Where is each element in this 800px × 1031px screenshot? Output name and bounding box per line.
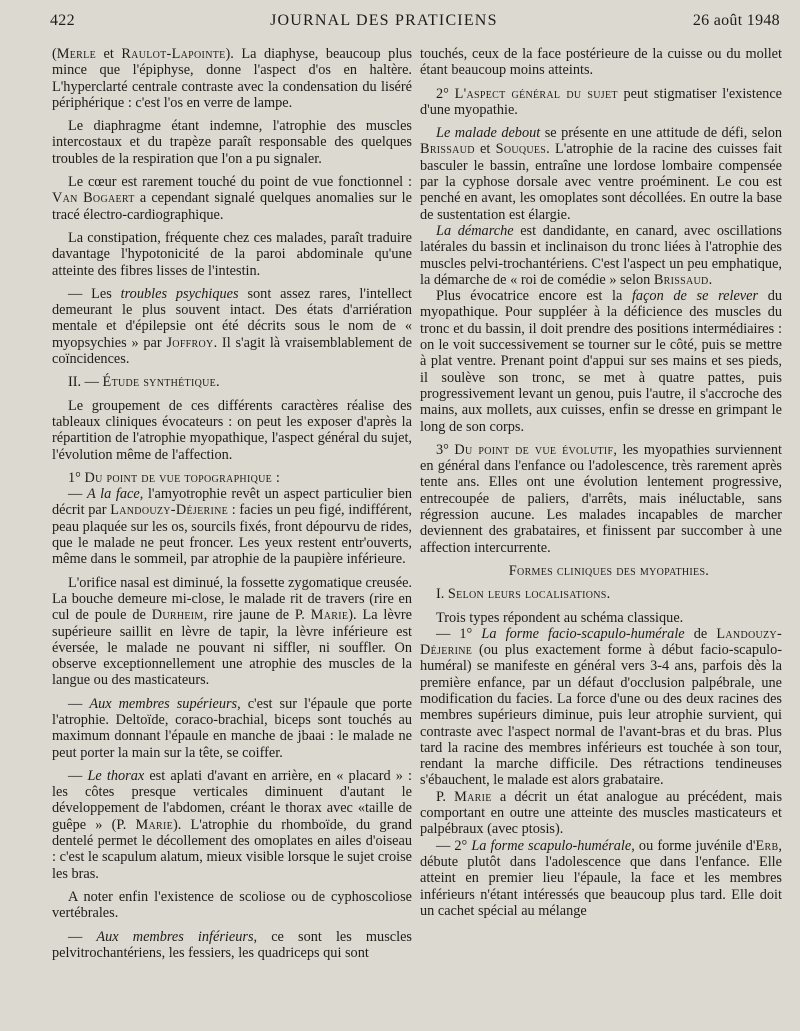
paragraph: — 1° La forme facio-scapulo-humérale de Landouzy-Déjerine (ou plus exactement forme à début facio-scapulo-huméral) se manifeste en général vers 3-4 ans, parfois dès la première enfance, par un défaut d'occlusion palpébrale, une modification du facies. La force d'une ou des deux racines des membres supérieurs diminue, puis leur atrophie survient, qui contraste avec l'aspect normal de l'avant-bras et du bras. Plus tard la racine des membres inférieurs est touchée à son tour, rendant la marche difficile. Des rétractions tendineuses s'ébauchent, le malade est alors grabataire.	[420, 625, 783, 789]
right-column	[420, 46, 782, 961]
paragraph: La démarche est dandidante, en canard, avec oscillations latérales du bassin et inclinaison du tronc liées à l'atrophie des muscles pelvi-trochantériens. C'est l'aspect un peu emphatique, la démarche de « roi de comédie » selon Brissaud.	[420, 222, 782, 288]
issue-date: 26 août 1948	[692, 12, 780, 29]
paragraph: Le diaphragme étant indemne, l'atrophie des muscles intercostaux et du trapèze paraît responsable des quelques troubles de la respiration que l'on a pu signaler.	[52, 118, 412, 167]
section-heading: II. — Étude synthétique.	[68, 374, 220, 391]
text-columns	[52, 46, 783, 961]
page-number: 422	[50, 12, 75, 29]
paragraph: touchés, ceux de la face postérieure de la cuisse ou du mollet étant beaucoup moins atteints.	[420, 46, 782, 79]
paragraph: (Merle et Raulot-Lapointe). La diaphyse, beaucoup plus mince que l'épiphyse, donne l'aspect d'os en haltère. L'hyperclarté centrale contraste avec la condensation du liséré périphérique : c'est l'os en verre de lampe.	[52, 46, 413, 111]
paragraph: — Aux membres supérieurs, c'est sur l'épaule que porte l'atrophie. Deltoïde, coraco-brachial, biceps sont touchés au maximum donnant l'épaule en manche de jbaai : le malade ne peut porter la main sur la tête, se coiffer.	[52, 695, 412, 761]
section-heading: I. Selon leurs localisations.	[436, 586, 611, 603]
paragraph: Trois types répondent au schéma classique.	[436, 609, 684, 626]
paragraph: — Le thorax est aplati d'avant en arrière, en « placard » : les côtes presque verticales diminuent d'autant le développement de l'abdomen, créant le thorax avec «taille de guêpe » (P. Marie). L'atrophie du rhomboïde, du grand dentelé permet le décollement des omoplates en ailes d'oiseau : c'est le scapulum alatum, mieux visible lorsque le sujet croise les bras.	[52, 767, 413, 882]
paragraph: Le cœur est rarement touché du point de vue fonctionnel : Van Bogaert a cependant signalé quelques anomalies sur le tracé électro-cardiographique.	[52, 174, 412, 223]
paragraph: — 2° La forme scapulo-humérale, ou forme juvénile d'Erb, débute plutôt dans l'adolescence que dans l'enfance. Elle atteint en premier lieu l'épaule, la face et les membres inférieurs n'étant intéressés que beaucoup plus tard. Elle doit un cachet spécial au mélange	[420, 837, 782, 919]
paragraph: Le malade debout se présente en une attitude de défi, selon Brissaud et Souques. L'atrophie de la racine des cuisses fait basculer le bassin, entraîne une lordose lombaire compensée par la cyphose dorsale avec ventre proéminent. Le cou est penché en avant, les omoplates sont décollées. En outre la base de sustentation est élargie.	[420, 125, 782, 223]
paragraph: 3° Du point de vue évolutif, les myopathies surviennent en général dans l'enfance ou l'adolescence, très rarement après tente ans. Elles ont une évolution lentement progressive, entrecoupée de paliers, d'arrêts, mais inéluctable, sans régression aucune. Les malades incapables de marcher deviennent des grabataires, et finissent par succomber à une affection intercurrente.	[420, 441, 782, 556]
paragraph: — A la face, l'amyotrophie revêt un aspect particulier bien décrit par Landouzy-Déjerine : facies un peu figé, indifférent, peau plaquée sur les os, sourcils fixés, front dépourvu de rides, que le malade ne peut froncer. Les yeux restent entr'ouverts, même dans le sommeil, par atrophie de la paupière inférieure.	[52, 486, 413, 568]
paragraph: L'orifice nasal est diminué, la fossette zygomatique creusée. La bouche demeure mi-close, le malade rit de travers (rire en cul de poule de Durheim, rire jaune de P. Marie). La lèvre supérieure saillit en lèvre de tapir, la lèvre inférieure est éversée, le malade ne pouvant ni siffler, ni souffler. On observe exceptionnellement une atrophie des muscles de la langue ou des masticateurs.	[52, 574, 413, 689]
paragraph: — Aux membres inférieurs, ce sont les muscles pelvitrochantériens, les fessiers, les quadriceps qui sont	[52, 928, 412, 961]
subsection-heading: 1° Du point de vue topographique :	[68, 469, 281, 486]
paragraph: 2° L'aspect général du sujet peut stigmatiser l'existence d'une myopathie.	[420, 85, 783, 118]
section-title: Formes cliniques des myopathies.	[508, 562, 710, 579]
paragraph: Le groupement de ces différents caractères réalise des tableaux cliniques évocateurs : on peut les exposer d'après la répartition de l'atrophie myopathique, l'aspect général du sujet, l'évolution même de l'affection.	[52, 397, 412, 463]
journal-title: JOURNAL DES PRATICIENS	[270, 12, 498, 29]
running-header	[50, 12, 780, 36]
left-column	[52, 46, 412, 961]
paragraph: La constipation, fréquente chez ces malades, paraît traduire davantage l'hypotonicité de la paroi abdominale qu'une atteinte des fibres lisses de l'intestin.	[52, 229, 412, 279]
paragraph: P. Marie a décrit un état analogue au précédent, mais comportant en outre une atteinte des muscles masticateurs et palpébraux (avec ptosis).	[420, 788, 783, 838]
paragraph: — Les troubles psychiques sont assez rares, l'intellect demeurant le plus souvent intact. Des états d'arriération mentale et d'épilepsie ont été décrits sous le nom de « myopsychies » par Joffroy. Il s'agit là vraisemblablement de coïncidences.	[52, 285, 413, 368]
paragraph: Plus évocatrice encore est la façon de se relever du myopathique. Pour suppléer à la déficience des muscles du tronc et du bassin, il doit prendre des positions intermédiaires : on le voit successivement se tourner sur le côté, puis se mettre à plat ventre. Prenant point d'appui sur ses mains et ses pieds, il soulève son tronc, se met à quatre pattes, puis progressivement levant un genou, puis l'autre, il s'accroche des mains, aux mollets, aux cuisses, enfin se dresse en grimpant le long de son corps.	[420, 288, 783, 435]
paragraph: A noter enfin l'existence de scoliose ou de cyphoscoliose vertébrales.	[52, 888, 412, 922]
